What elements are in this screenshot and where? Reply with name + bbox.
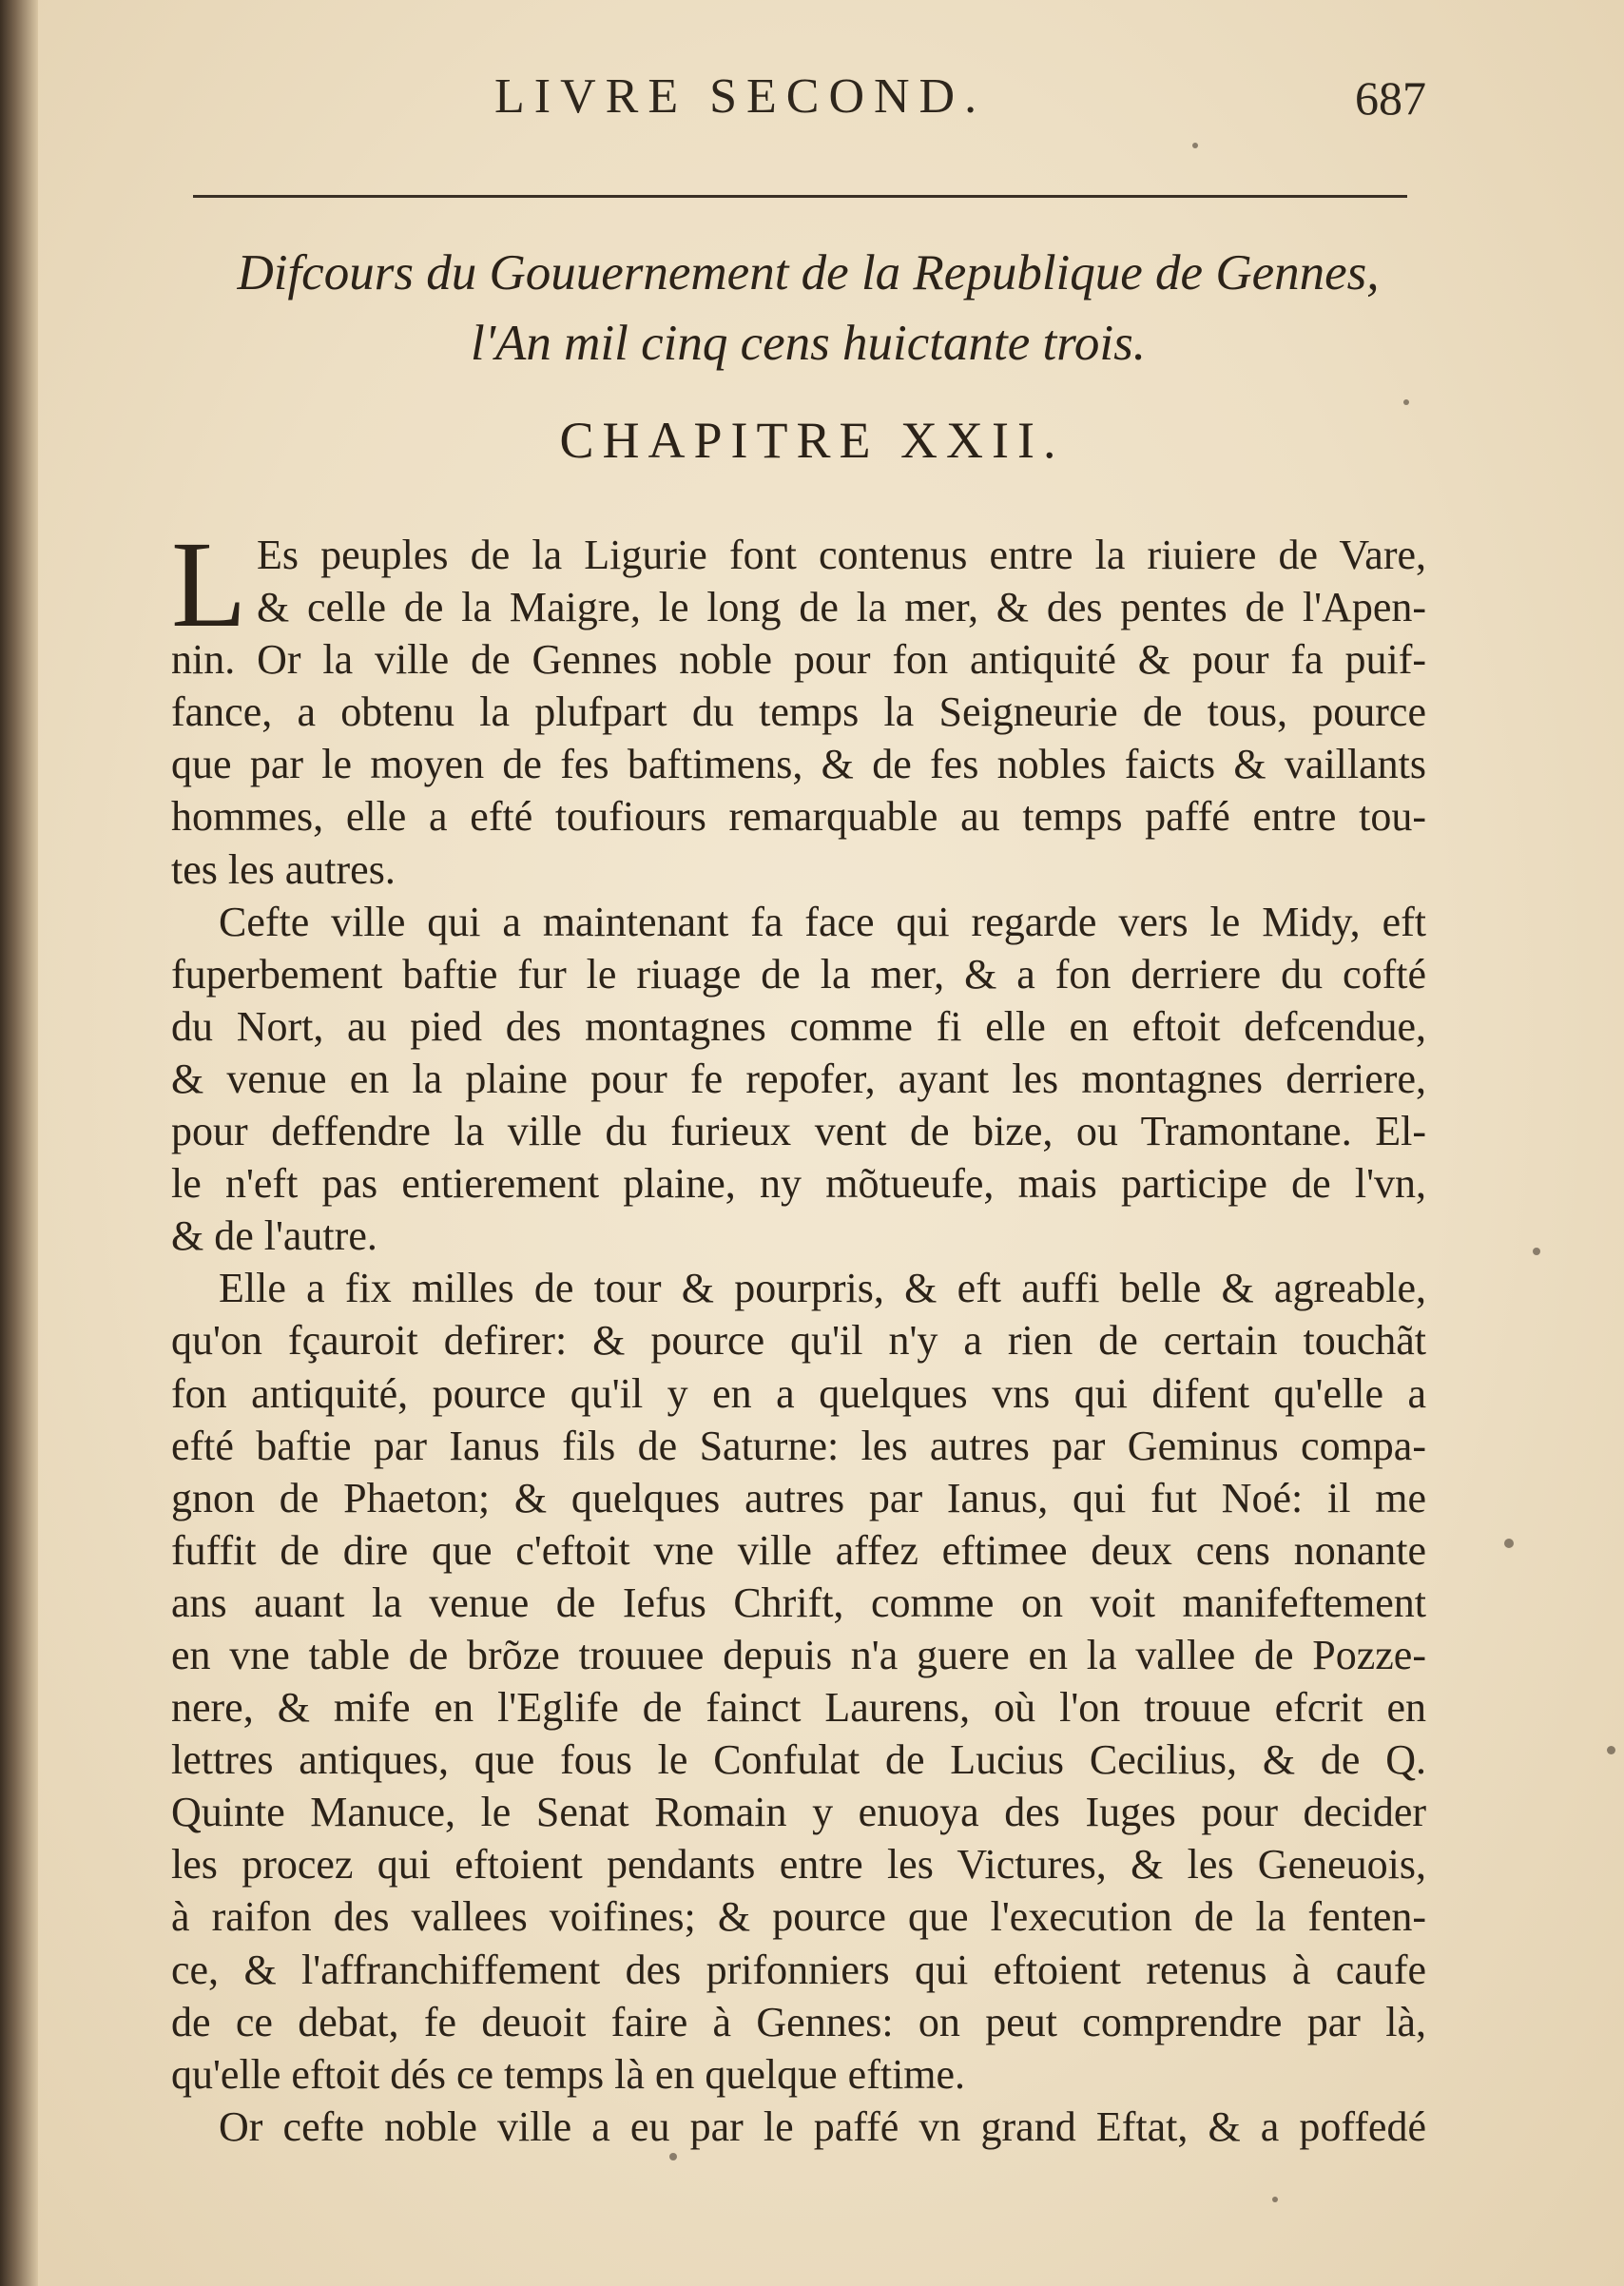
text-line: le n'eft pas entierement plaine, ny mõtueufe, mais participe de l'vn,	[171, 1160, 1426, 1208]
text-line: gnon de Phaeton; & quelques autres par Ianus, qui fut Noé: il me	[171, 1474, 1426, 1521]
text-line: tes les autres.	[171, 845, 396, 893]
body-text	[171, 516, 1426, 2153]
text-line: de ce debat, fe deuoit faire à Gennes: on peut comprendre par là,	[171, 1998, 1426, 2045]
paper-speck	[1533, 1248, 1540, 1255]
header-rule	[193, 195, 1407, 198]
text-line: & venue en la plaine pour fe repofer, ayant les montagnes derriere,	[171, 1055, 1426, 1102]
page-header	[0, 59, 1624, 135]
text-line: Cefte ville qui a maintenant fa face qui regarde vers le Midy, eft	[219, 898, 1426, 945]
text-line: Elle a fix milles de tour & pourpris, & eft auffi belle & agreable,	[219, 1265, 1426, 1312]
text-line: Or cefte noble ville a eu par le paffé vn grand Eftat, & a poffedé	[219, 2102, 1426, 2150]
text-line: du Nort, au pied des montagnes comme fi elle en eftoit defcendue,	[171, 1002, 1426, 1050]
text-line: fuffit de dire que c'eftoit vne ville affez eftimee deux cens nonante	[171, 1526, 1426, 1574]
book-spine-shadow	[0, 0, 38, 2286]
text-line: & celle de la Maigre, le long de la mer, & des pentes de l'Apen-	[257, 584, 1426, 631]
paper-speck	[1403, 399, 1409, 405]
text-line: efté baftie par Ianus fils de Saturne: les autres par Geminus compa-	[171, 1422, 1426, 1469]
text-line: nin. Or la ville de Gennes noble pour fon antiquité & pour fa puif-	[171, 636, 1426, 684]
text-line: hommes, elle a efté toufiours remarquable au temps paffé entre tou-	[171, 793, 1426, 841]
paper-speck	[1504, 1539, 1514, 1548]
text-line: fuperbement baftie fur le riuage de la mer, & a fon derriere du cofté	[171, 950, 1426, 998]
text-line: lettres antiques, que fous le Confulat de Lucius Cecilius, & de Q.	[171, 1736, 1426, 1784]
chapter-heading: CHAPITRE XXII.	[559, 412, 1065, 469]
text-line: que par le moyen de fes baftimens, & de fes nobles faicts & vaillants	[171, 741, 1426, 788]
discourse-title	[152, 238, 1464, 378]
text-line: Quinte Manuce, le Senat Romain y enuoya des Iuges pour decider	[171, 1789, 1426, 1836]
discourse-title-line-2: l'An mil cinq cens huictante trois.	[470, 316, 1147, 371]
paper-speck	[1272, 2197, 1278, 2202]
drop-cap-letter: L	[171, 516, 247, 653]
text-line: fon antiquité, pource qu'il y en a quelques vns qui difent qu'elle a	[171, 1369, 1426, 1417]
text-line: nere, & mife en l'Eglife de fainct Laurens, où l'on trouue efcrit en	[171, 1684, 1426, 1732]
text-line: les procez qui eftoient pendants entre les Victures, & les Geneuois,	[171, 1841, 1426, 1889]
discourse-title-line-1: Difcours du Gouuernement de la Republique de Gennes,	[237, 245, 1380, 300]
running-title: LIVRE SECOND.	[494, 69, 987, 124]
text-line: & de l'autre.	[171, 1212, 377, 1260]
text-line: fance, a obtenu la plufpart du temps la Seigneurie de tous, pource	[171, 688, 1426, 736]
text-line: pour deffendre la ville du furieux vent de bize, ou Tramontane. El-	[171, 1108, 1426, 1155]
text-line: qu'elle eftoit dés ce temps là en quelque eftime.	[171, 2050, 966, 2098]
text-line: ans auant la venue de Iefus Chrift, comme on voit manifeftement	[171, 1579, 1426, 1626]
text-line: en vne table de brõze trouuee depuis n'a guere en la vallee de Pozze-	[171, 1631, 1426, 1678]
paper-speck	[669, 2153, 677, 2160]
paper-speck	[1192, 143, 1198, 148]
text-line: Es peuples de la Ligurie font contenus entre la riuiere de Vare,	[257, 532, 1426, 578]
page-number: 687	[1355, 71, 1426, 125]
text-line: à raifon des vallees voifines; & pource que l'execution de la fenten-	[171, 1893, 1426, 1941]
text-line: ce, & l'affranchiffement des prifonniers qui eftoient retenus à caufe	[171, 1946, 1426, 1993]
text-line: qu'on fçauroit defirer: & pource qu'il n'y a rien de certain touchãt	[171, 1317, 1426, 1365]
paper-speck	[1607, 1746, 1615, 1754]
